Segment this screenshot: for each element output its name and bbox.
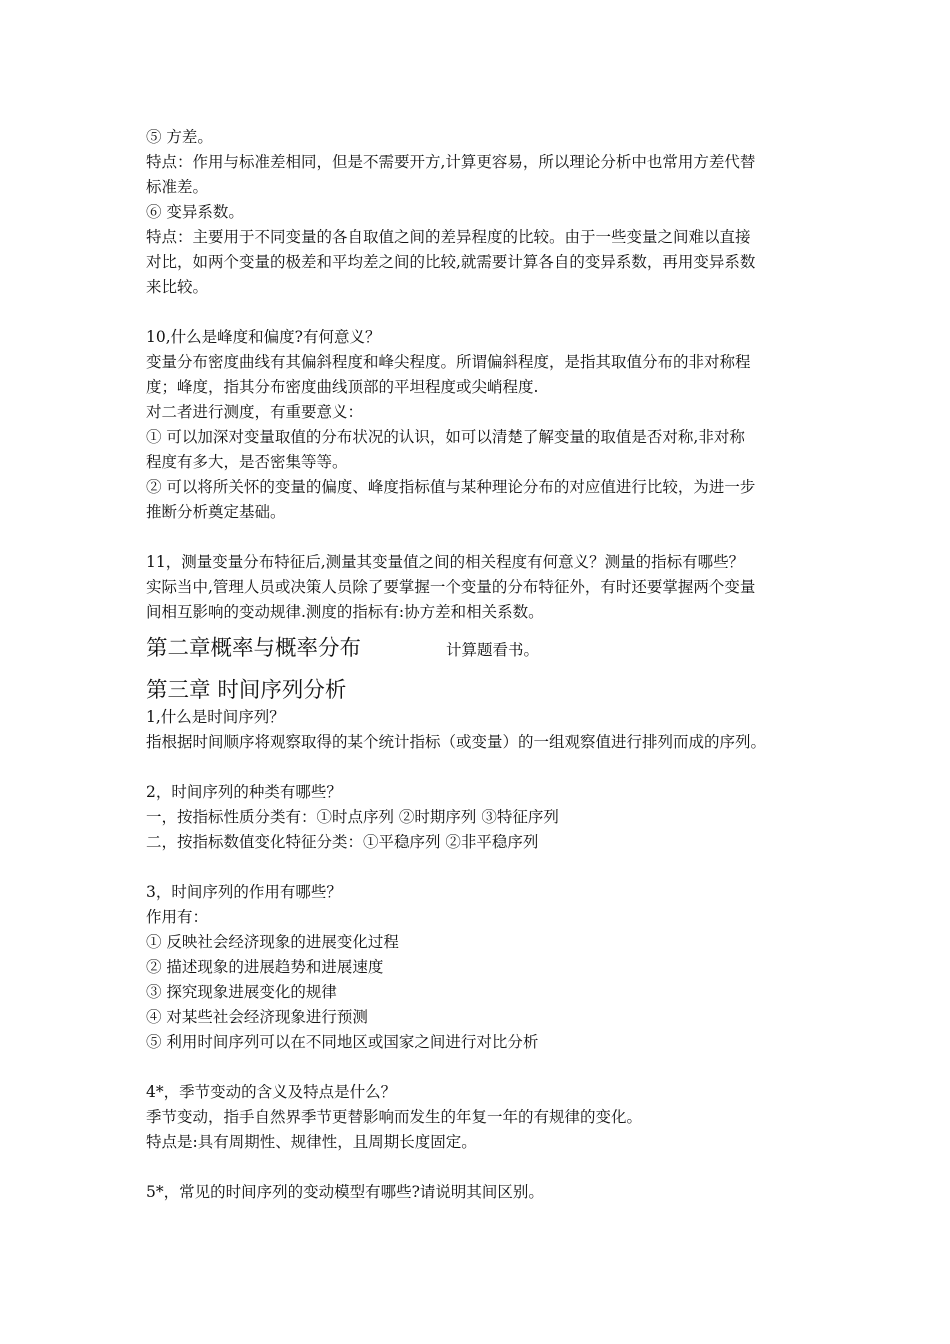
text-line: ① 可以加深对变量取值的分布状况的认识，如可以清楚了解变量的取值是否对称,非对称 [146, 428, 745, 446]
question-heading: 11，测量变量分布特征后,测量其变量值之间的相关程度有何意义？测量的指标有哪些？ [146, 553, 745, 571]
section-q10-kurtosis-skewness [146, 325, 816, 525]
text-line: ⑤ 方差。 [146, 128, 213, 146]
question-heading: 4*，季节变动的含义及特点是什么？ [146, 1083, 397, 1101]
text-line: 标准差。 [146, 178, 209, 196]
text-line: ② 可以将所关怀的变量的偏度、峰度指标值与某种理论分布的对应值进行比较，为进一步 [146, 478, 756, 496]
text-line: ⑥ 变异系数。 [146, 203, 244, 221]
text-line: 一，按指标性质分类有：①时点序列 ②时期序列 ③特征序列 [146, 808, 559, 826]
section-q2-types [146, 780, 816, 855]
question-heading: 5*，常见的时间序列的变动模型有哪些?请说明其间区别。 [146, 1183, 544, 1201]
chapter-2-heading [146, 635, 816, 663]
question-heading: 10,什么是峰度和偏度?有何意义？ [146, 328, 381, 346]
list-item: ⑤ 利用时间序列可以在不同地区或国家之间进行对比分析 [146, 1033, 539, 1051]
chapter-2-title: 第二章概率与概率分布 [146, 636, 362, 661]
paragraph-gap [146, 755, 816, 780]
section-variance-cv [146, 125, 816, 300]
chapter-3-title: 第三章 时间序列分析 [146, 678, 347, 703]
section-q5-models [146, 1180, 816, 1205]
text-line: 来比较。 [146, 278, 209, 296]
text-line: 变量分布密度曲线有其偏斜程度和峰尖程度。所谓偏斜程度，是指其取值分布的非对称程 [146, 353, 751, 371]
section-q4-seasonal [146, 1080, 816, 1155]
question-heading: 3，时间序列的作用有哪些？ [146, 883, 342, 901]
text-line: 度；峰度，指其分布密度曲线顶部的平坦程度或尖峭程度. [146, 378, 539, 396]
paragraph-gap [146, 855, 816, 880]
text-line: 指根据时间顺序将观察取得的某个统计指标（或变量）的一组观察值进行排列而成的序列。 [146, 733, 767, 751]
paragraph-gap [146, 1155, 816, 1180]
text-line: 季节变动，指手自然界季节更替影响而发生的年复一年的有规律的变化。 [146, 1108, 643, 1126]
text-line: 特点是:具有周期性、规律性，且周期长度固定。 [146, 1133, 477, 1151]
question-heading: 2，时间序列的种类有哪些？ [146, 783, 342, 801]
document-page [146, 125, 816, 1205]
text-line: 二，按指标数值变化特征分类：①平稳序列 ②非平稳序列 [146, 833, 539, 851]
text-line: 推断分析奠定基础。 [146, 503, 286, 521]
text-line: 程度有多大，是否密集等等。 [146, 453, 348, 471]
text-line: 对二者进行测度，有重要意义： [146, 403, 364, 421]
text-line: 对比，如两个变量的极差和平均差之间的比较,就需要计算各自的变异系数，再用变异系数 [146, 253, 756, 271]
text-line: 作用有： [146, 908, 209, 926]
text-line: 特点：主要用于不同变量的各自取值之间的差异程度的比较。由于一些变量之间难以直接 [146, 228, 751, 246]
list-item: ① 反映社会经济现象的进展变化过程 [146, 933, 399, 951]
paragraph-gap [146, 1055, 816, 1080]
chapter-2-note: 计算题看书。 [446, 641, 540, 659]
paragraph-gap [146, 525, 816, 550]
list-item: ④ 对某些社会经济现象进行预测 [146, 1008, 368, 1026]
section-q3-uses [146, 880, 816, 1055]
list-item: ② 描述现象的进展趋势和进展速度 [146, 958, 384, 976]
list-item: ③ 探究现象进展变化的规律 [146, 983, 337, 1001]
text-line: 特点：作用与标准差相同，但是不需要开方,计算更容易，所以理论分析中也常用方差代替 [146, 153, 756, 171]
section-q1-time-series [146, 705, 816, 755]
paragraph-gap [146, 300, 816, 325]
text-line: 间相互影响的变动规律.测度的指标有:协方差和相关系数。 [146, 603, 544, 621]
text-line: 实际当中,管理人员或决策人员除了要掌握一个变量的分布特征外，有时还要掌握两个变量 [146, 578, 756, 596]
question-heading: 1,什么是时间序列？ [146, 708, 285, 726]
section-q11-correlation [146, 550, 816, 625]
